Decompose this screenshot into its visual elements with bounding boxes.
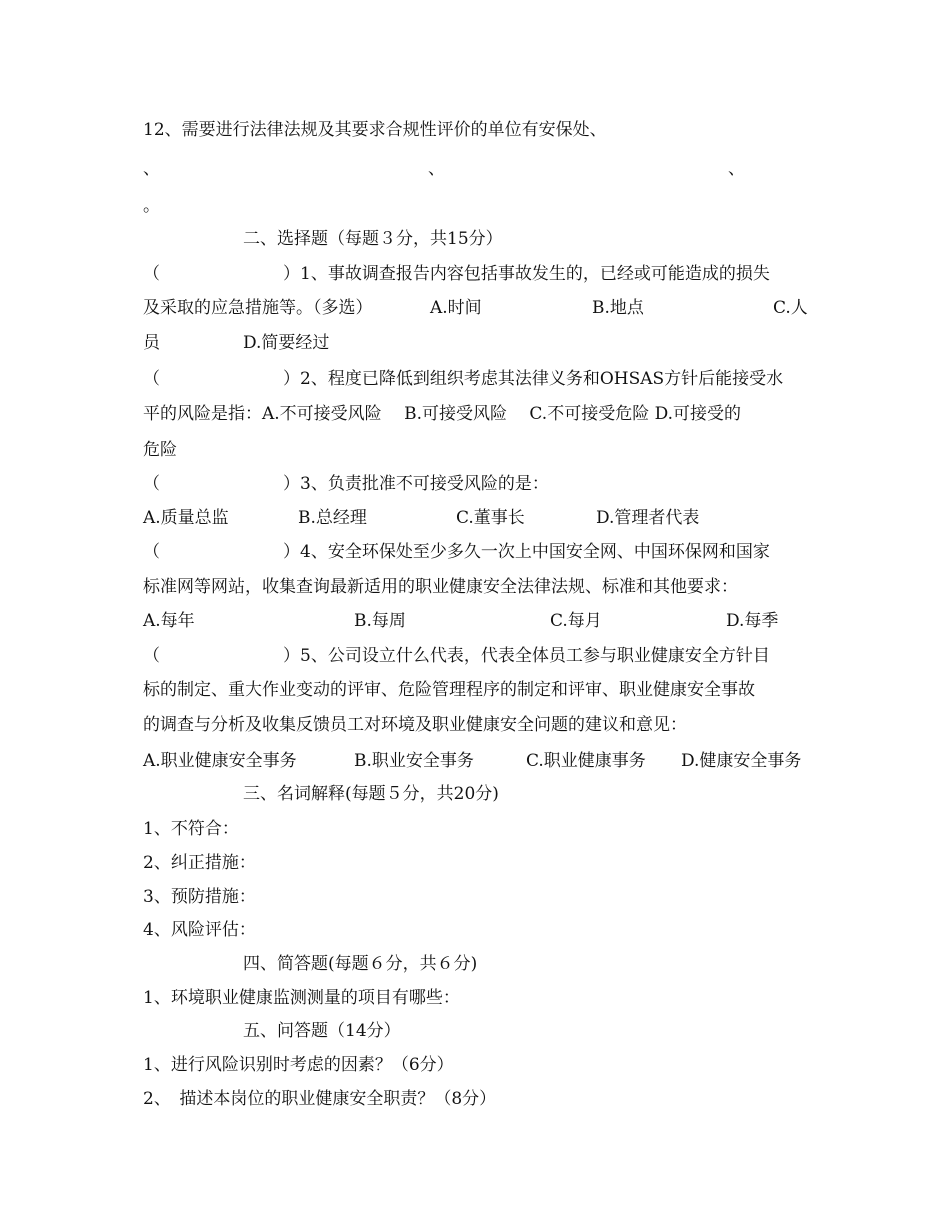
option-d: D.简要经过 bbox=[243, 333, 330, 353]
option-c-cont: 员 bbox=[143, 333, 160, 353]
option-c: C.每月 bbox=[550, 611, 602, 631]
option-a: A.时间 bbox=[430, 298, 482, 318]
question-text: ）1、事故调查报告内容包括事故发生的，已经或可能造成的损失 bbox=[283, 264, 770, 284]
blank-separator: 、 bbox=[728, 159, 745, 179]
option-c: C.董事长 bbox=[456, 508, 525, 528]
question-text: 及采取的应急措施等。（多选） bbox=[143, 298, 373, 318]
answer-paren: （ bbox=[143, 646, 160, 666]
blank-separator: 、 bbox=[143, 159, 160, 179]
section-heading: 五、问答题（14分） bbox=[243, 1021, 401, 1041]
section-heading: 四、简答题(每题６分，共６分) bbox=[243, 954, 478, 974]
blank-end: 。 bbox=[143, 196, 160, 216]
question-text: 标准网等网站，收集查询最新适用的职业健康安全法律法规、标准和其他要求： bbox=[143, 577, 738, 597]
answer-paren: （ bbox=[143, 369, 160, 389]
essay-item: 1、进行风险识别时考虑的因素？（6分） bbox=[143, 1055, 454, 1075]
question-text: ）2、程度已降低到组织考虑其法律义务和OHSAS方针后能接受水 bbox=[283, 369, 784, 389]
question-text: ）3、负责批准不可接受风险的是： bbox=[283, 474, 549, 494]
term-item: 2、纠正措施： bbox=[143, 853, 256, 873]
option-a: A.质量总监 bbox=[143, 508, 229, 528]
question-text: 的调查与分析及收集反馈员工对环境及职业健康安全问题的建议和意见： bbox=[143, 715, 687, 735]
answer-paren: （ bbox=[143, 542, 160, 562]
answer-paren: （ bbox=[143, 474, 160, 494]
answer-paren: （ bbox=[143, 264, 160, 284]
question-text: 平的风险是指：A.不可接受风险 B.可接受风险 C.不可接受危险 D.可接受的 bbox=[143, 404, 742, 424]
term-item: 3、预防措施： bbox=[143, 887, 256, 907]
blank-separator: 、 bbox=[428, 159, 445, 179]
question-12: 12、需要进行法律法规及其要求合规性评价的单位有安保处、 bbox=[143, 120, 607, 140]
option-d: D.管理者代表 bbox=[596, 508, 700, 528]
question-text: 标的制定、重大作业变动的评审、危险管理程序的制定和评审、职业健康安全事故 bbox=[143, 680, 755, 700]
option-a: A.职业健康安全事务 bbox=[143, 751, 297, 771]
question-text: ）4、安全环保处至少多久一次上中国安全网、中国环保网和国家 bbox=[283, 542, 770, 562]
short-answer-item: 1、环境职业健康监测测量的项目有哪些： bbox=[143, 988, 460, 1008]
term-item: 4、风险评估： bbox=[143, 920, 256, 940]
essay-item: 2、 描述本岗位的职业健康安全职责？（8分） bbox=[143, 1089, 497, 1109]
section-heading: 三、名词解释(每题５分，共20分) bbox=[243, 784, 499, 804]
option-d: D.每季 bbox=[726, 611, 779, 631]
term-item: 1、不符合： bbox=[143, 819, 239, 839]
question-text: 危险 bbox=[143, 440, 177, 460]
option-c: C.人 bbox=[773, 298, 808, 318]
option-a: A.每年 bbox=[143, 611, 195, 631]
option-d: D.健康安全事务 bbox=[681, 751, 802, 771]
question-text: ）5、公司设立什么代表，代表全体员工参与职业健康安全方针目 bbox=[283, 646, 770, 666]
option-b: B.地点 bbox=[592, 298, 644, 318]
option-b: B.职业安全事务 bbox=[354, 751, 474, 771]
option-b: B.每周 bbox=[354, 611, 406, 631]
section-heading: 二、选择题（每题３分，共15分） bbox=[243, 229, 503, 249]
option-c: C.职业健康事务 bbox=[526, 751, 646, 771]
option-b: B.总经理 bbox=[298, 508, 367, 528]
